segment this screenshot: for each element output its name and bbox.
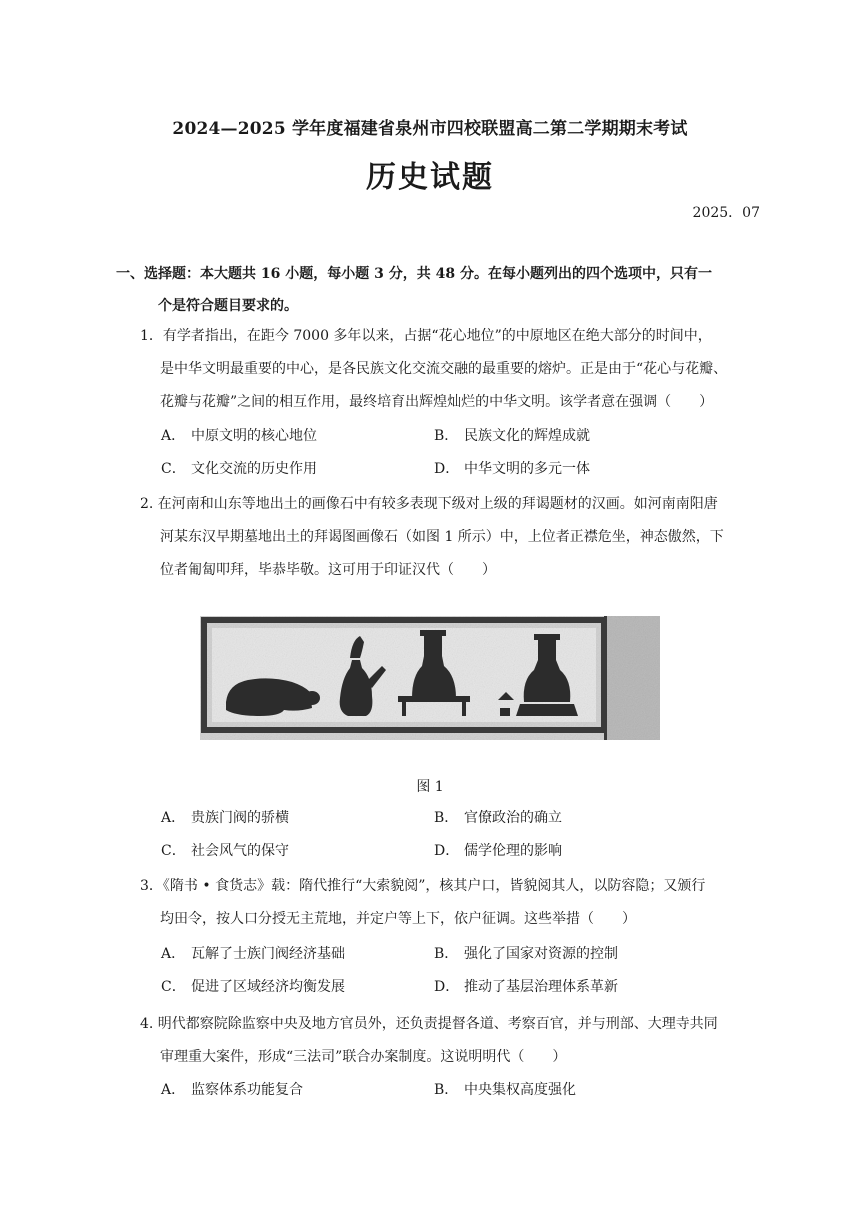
option-c[interactable]: C． 促进了区域经济均衡发展 — [161, 979, 345, 995]
question-stem-line: 审理重大案件，形成“三法司”联合办案制度。这说明明代（ ） — [160, 1049, 567, 1065]
section-heading-line: 个是符合题目要求的。 — [158, 298, 298, 314]
question-2-options — [161, 802, 721, 868]
question-1-options — [161, 420, 721, 486]
option-a[interactable]: A． 监察体系功能复合 — [161, 1082, 303, 1098]
question-stem-line: 1．有学者指出，在距今 7000 多年以来，占据“花心地位”的中原地区在绝大部分的时间中， — [140, 328, 712, 344]
stone-relief-image — [200, 612, 660, 742]
option-d[interactable]: D． 中华文明的多元一体 — [434, 461, 590, 477]
stone-relief-illustration — [200, 612, 660, 742]
question-2-stem — [140, 488, 750, 587]
section-heading — [116, 258, 740, 322]
option-d[interactable]: D． 推动了基层治理体系革新 — [434, 979, 618, 995]
option-a[interactable]: A． 中原文明的核心地位 — [161, 428, 317, 444]
figure-caption: 图 1 — [416, 779, 444, 795]
option-b[interactable]: B． 官僚政治的确立 — [434, 810, 562, 826]
question-1-stem — [140, 320, 740, 419]
option-b[interactable]: B． 强化了国家对资源的控制 — [434, 946, 618, 962]
option-c[interactable]: C． 社会风气的保守 — [161, 843, 289, 859]
question-3-options — [161, 938, 721, 1004]
question-stem-line: 花瓣与花瓣”之间的相互作用，最终培育出辉煌灿烂的中华文明。该学者意在强调（ ） — [160, 394, 714, 410]
option-a[interactable]: A． 贵族门阀的骄横 — [161, 810, 289, 826]
page-title: 历史试题 — [366, 160, 494, 195]
exam-date: 2025．07 — [692, 205, 760, 221]
option-d[interactable]: D． 儒学伦理的影响 — [434, 843, 562, 859]
section-heading-line: 一、选择题：本大题共 16 小题，每小题 3 分，共 48 分。在每小题列出的四个选项中，只有一 — [116, 266, 712, 282]
question-stem-line: 河某东汉早期墓地出土的拜谒图画像石（如图 1 所示）中，上位者正襟危坐，神态傲然，下 — [160, 529, 724, 545]
option-a[interactable]: A． 瓦解了士族门阀经济基础 — [161, 946, 345, 962]
exam-name: 2024—2025 学年度福建省泉州市四校联盟高二第二学期期末考试 — [172, 119, 688, 139]
question-stem-line: 均田令，按人口分授无主荒地，并定户等上下，依户征调。这些举措（ ） — [160, 911, 636, 927]
question-stem-line: 是中华文明最重要的中心，是各民族文化交流交融的最重要的熔炉。正是由于“花心与花瓣、 — [160, 361, 728, 377]
option-b[interactable]: B． 中央集权高度强化 — [434, 1082, 576, 1098]
question-4-stem — [140, 1008, 750, 1074]
question-stem-line: 位者匍匐叩拜，毕恭毕敬。这可用于印证汉代（ ） — [160, 562, 496, 578]
question-stem-line: 2. 在河南和山东等地出土的画像石中有较多表现下级对上级的拜谒题材的汉画。如河南南阳唐 — [140, 496, 718, 512]
question-4-options — [161, 1074, 721, 1107]
option-c[interactable]: C． 文化交流的历史作用 — [161, 461, 317, 477]
question-3-stem — [140, 870, 750, 936]
option-b[interactable]: B． 民族文化的辉煌成就 — [434, 428, 590, 444]
question-stem-line: 3．《隋书 • 食货志》载：隋代推行“大索貌阅”，核其户口，皆貌阅其人，以防容隐；又颁行 — [140, 878, 706, 894]
question-stem-line: 4. 明代都察院除监察中央及地方官员外，还负责提督各道、考察百官，并与刑部、大理寺共同 — [140, 1016, 718, 1032]
